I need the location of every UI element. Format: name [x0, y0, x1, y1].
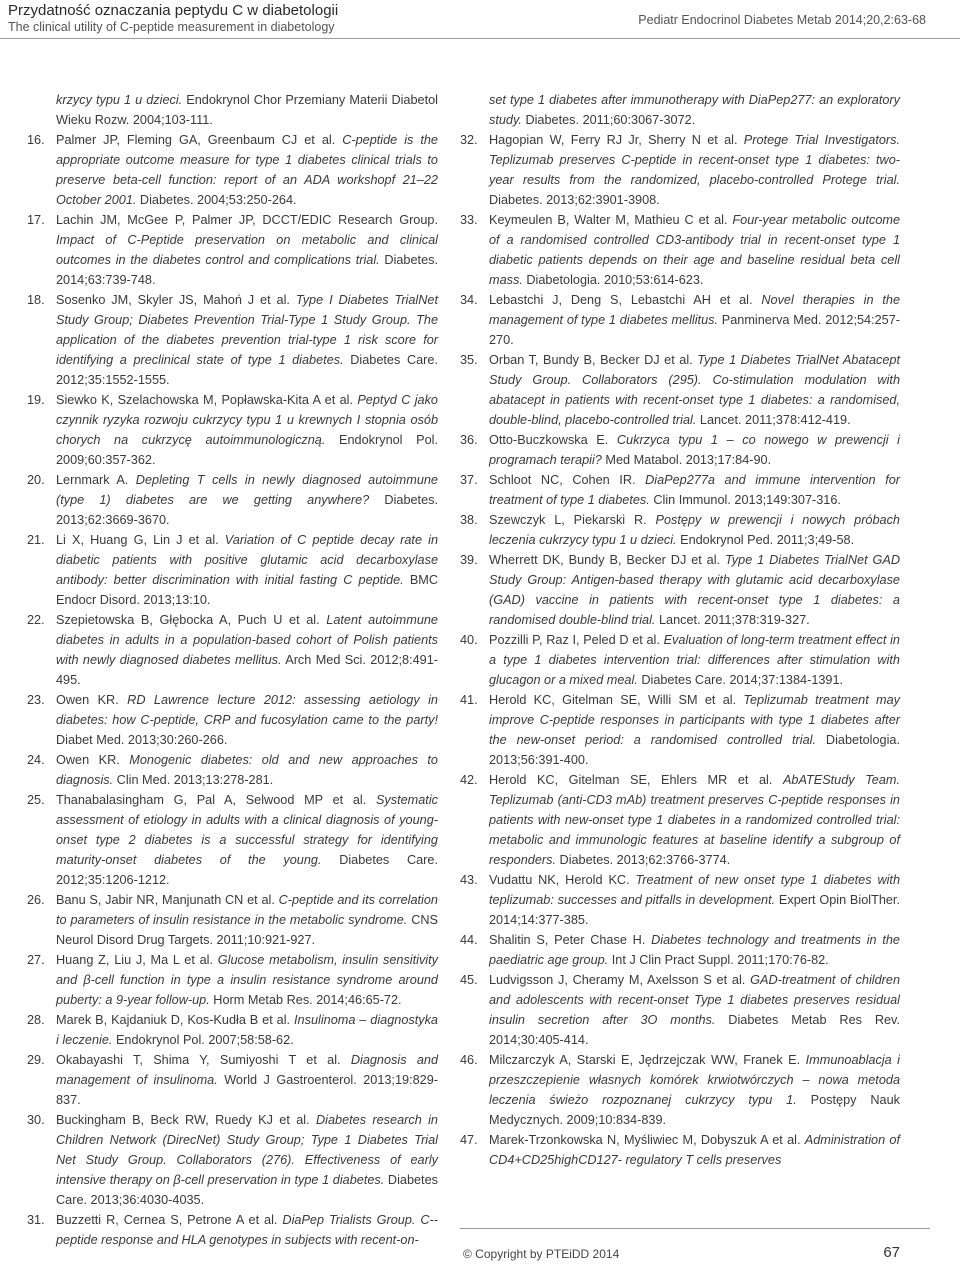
header-subtitle: The clinical utility of C-peptide measurement in diabetology [8, 20, 335, 34]
reference-number: 27. [27, 953, 45, 967]
reference-source: Lancet. 2011;378:319-327. [655, 613, 810, 627]
copyright-notice: © Copyright by PTEiDD 2014 [463, 1247, 620, 1261]
reference-authors: Milczarczyk A, Starski E, Jędrzejczak WW, Franek E. [489, 1053, 806, 1067]
reference-source: Diabetes Care. 2014;37:1384-1391. [637, 673, 844, 687]
reference-number: 36. [460, 433, 478, 447]
reference-source: Diabetes. 2004;53:250-264. [136, 193, 297, 207]
reference-authors: Szepietowska B, Głębocka A, Puch U et al. [56, 613, 327, 627]
reference-source: BMC Endocr Disord. 2013;13:10. [56, 573, 439, 607]
reference-title: Insulinoma – diagnostyka i leczenie. [56, 1013, 438, 1047]
reference-source: Endokrynol Pol. 2007;58:58-62. [112, 1033, 294, 1047]
reference-authors: Herold KC, Gitelman SE, Ehlers MR et al. [489, 773, 783, 787]
reference-number: 31. [27, 1213, 45, 1227]
reference-title: Immunoablacja i przeszczepienie własnych komórek krwiotwórczych – nowa metoda leczenia świeżo rozpoznanej cukrzycy typu 1. [489, 1053, 900, 1107]
reference-item [27, 130, 438, 210]
reference-number: 40. [460, 633, 478, 647]
reference-number: 44. [460, 933, 478, 947]
reference-item [460, 690, 900, 770]
reference-column-left [27, 90, 438, 1250]
reference-title: set type 1 diabetes after immunotherapy with DiaPep277: an exploratory study. [489, 93, 900, 127]
reference-item [27, 90, 438, 130]
reference-title: Monogenic diabetes: old and new approaches to diagnosis. [56, 753, 438, 787]
reference-authors: Banu S, Jabir NR, Manjunath CN et al. [56, 893, 279, 907]
reference-title: Type 1 Diabetes TrialNet Abatacept Study Group. Collaborators (295). Co-stimulation modulation with abatacept in patients with recent-onset type 1 diabetes: a randomised, double-blind, placebo-controlled trial. [489, 353, 900, 427]
reference-item [460, 290, 900, 350]
reference-authors: Hagopian W, Ferry RJ Jr, Sherry N et al. [489, 133, 744, 147]
reference-title: Peptyd C jako czynnik ryzyka rozwoju cukrzycy typu 1 u krewnych I stopnia osób chorych na cukrzycę autoimmunologiczną. [56, 393, 438, 447]
reference-item [460, 930, 900, 970]
reference-source: Diabetes Metab Res Rev. 2014;30:405-414. [489, 1013, 900, 1047]
reference-authors: Li X, Huang G, Lin J et al. [56, 533, 225, 547]
reference-authors: Huang Z, Liu J, Ma L et al. [56, 953, 218, 967]
reference-authors: Otto-Buczkowska E. [489, 433, 617, 447]
reference-source: Diabet Med. 2013;30:260-266. [56, 733, 228, 747]
reference-source: Diabetes. 2013;62:3669-3670. [56, 493, 439, 527]
reference-authors: Palmer JP, Fleming GA, Greenbaum CJ et al. [56, 133, 343, 147]
reference-number: 22. [27, 613, 45, 627]
reference-title: Type I Diabetes TrialNet Study Group; Diabetes Prevention Trial-Type 1 Study Group. The application of the diabetes prevention trial-type 1 risk score for identifying a preclinical state of type 1 diabetes. [56, 293, 438, 367]
reference-number: 23. [27, 693, 45, 707]
reference-item [27, 210, 438, 290]
reference-source: Diabetes Care. 2013;36:4030-4035. [56, 1173, 438, 1207]
reference-number: 19. [27, 393, 45, 407]
reference-authors: Owen KR. [56, 693, 128, 707]
page-number: 67 [883, 1244, 900, 1261]
reference-title: Systematic assessment of etiology in adults with a clinical diagnosis of young-onset type 2 diabetes is a successful strategy for identifying maturity-onset diabetes of the young. [56, 793, 438, 867]
reference-number: 34. [460, 293, 478, 307]
reference-item [460, 210, 900, 290]
reference-item [27, 890, 438, 950]
reference-number: 24. [27, 753, 45, 767]
reference-title: RD Lawrence lecture 2012: assessing aetiology in diabetes: how C-peptide, CRP and fucosylation came to the party! [56, 693, 438, 727]
reference-authors: Okabayashi T, Shima Y, Sumiyoshi T et al. [56, 1053, 351, 1067]
footer-divider [460, 1228, 930, 1229]
reference-authors: Thanabalasingham G, Pal A, Selwood MP et al. [56, 793, 376, 807]
reference-title: Teplizumab treatment may improve C-peptide responses in participants with type 1 diabetes after the new-onset period: a randomised controlled trial. [489, 693, 900, 747]
reference-number: 45. [460, 973, 478, 987]
reference-source: CNS Neurol Disord Drug Targets. 2011;10:921-927. [56, 913, 438, 947]
reference-source: Clin Immunol. 2013;149:307-316. [649, 493, 841, 507]
reference-source: Arch Med Sci. 2012;8:491-495. [56, 653, 439, 687]
reference-authors: Sosenko JM, Skyler JS, Mahoń J et al. [56, 293, 296, 307]
reference-source: World J Gastroenterol. 2013;19:829-837. [56, 1073, 438, 1107]
reference-number: 35. [460, 353, 478, 367]
reference-authors: Lernmark A. [56, 473, 136, 487]
reference-title: AbATEStudy Team. Teplizumab (anti-CD3 mAb) treatment preserves C-peptide responses in patients with new-onset type 1 diabetes in a randomized controlled trial: metabolic and immunologic features at baseline identify a subgroup of responders. [489, 773, 900, 867]
reference-number: 28. [27, 1013, 45, 1027]
reference-number: 21. [27, 533, 45, 547]
journal-citation: Pediatr Endocrinol Diabetes Metab 2014;20,2:63-68 [638, 13, 926, 27]
reference-source: Endokrynol Pol. 2009;60:357-362. [56, 433, 438, 467]
reference-item [460, 770, 900, 870]
reference-authors: Buckingham B, Beck RW, Ruedy KJ et al. [56, 1113, 316, 1127]
reference-number: 39. [460, 553, 478, 567]
reference-item [27, 790, 438, 890]
reference-number: 18. [27, 293, 45, 307]
reference-title: Latent autoimmune diabetes in adults in a population-based cohort of Polish patients with newly diagnosed diabetes mellitus. [56, 613, 438, 667]
reference-number: 32. [460, 133, 478, 147]
running-header [8, 2, 338, 35]
reference-item [27, 470, 438, 530]
reference-item [27, 950, 438, 1010]
reference-title: Four-year metabolic outcome of a randomised controlled CD3-antibody trial in recent-onset type 1 diabetic patients depends on their age and baseline residual beta cell mass. [489, 213, 900, 287]
reference-number: 38. [460, 513, 478, 527]
reference-item [460, 970, 900, 1050]
reference-source: Diabetes Care. 2012;35:1206-1212. [56, 853, 438, 887]
reference-source: Diabetes. 2014;63:739-748. [56, 253, 438, 287]
reference-title: DiaPep Trialists Group. C--peptide response and HLA genotypes in subjects with recent-on- [56, 1213, 438, 1247]
reference-authors: Buzzetti R, Cernea S, Petrone A et al. [56, 1213, 283, 1227]
reference-item [27, 1210, 438, 1250]
reference-number: 16. [27, 133, 45, 147]
reference-item [460, 550, 900, 630]
reference-number: 26. [27, 893, 45, 907]
reference-number: 43. [460, 873, 478, 887]
reference-title: Protege Trial Investigators. Teplizumab preserves C-peptide in recent-onset type 1 diabetes: two-year results from the randomized, placebo-controlled Protege trial. [489, 133, 901, 187]
reference-item [460, 470, 900, 510]
reference-source: Endokrynol Ped. 2011;3;49-58. [676, 533, 855, 547]
reference-title: krzycy typu 1 u dzieci. [56, 93, 183, 107]
reference-authors: Orban T, Bundy B, Becker DJ et al. [489, 353, 698, 367]
reference-title: Evaluation of long-term treatment effect in a type 1 diabetes intervention trial: differences after stimulation with glucagon or a mixed meal. [489, 633, 900, 687]
reference-number: 25. [27, 793, 45, 807]
reference-title: GAD-treatment of children and adolescents with recent-onset Type 1 diabetes preserves residual insulin secretion after 3O months. [489, 973, 900, 1027]
reference-source: Diabetes Care. 2012;35:1552-1555. [56, 353, 438, 387]
reference-authors: Pozzilli P, Raz I, Peled D et al. [489, 633, 664, 647]
reference-authors: Lachin JM, McGee P, Palmer JP, DCCT/EDIC Research Group. [56, 213, 438, 227]
reference-number: 37. [460, 473, 478, 487]
reference-title: Novel therapies in the management of type 1 diabetes mellitus. [489, 293, 901, 327]
reference-authors: Keymeulen B, Walter M, Mathieu C et al. [489, 213, 733, 227]
reference-title: Administration of CD4+CD25highCD127- regulatory T cells preserves [489, 1133, 900, 1167]
reference-item [27, 1010, 438, 1050]
reference-item [460, 130, 900, 210]
reference-item [27, 290, 438, 390]
header-divider [0, 38, 960, 39]
reference-item [460, 1050, 900, 1130]
reference-title: Glucose metabolism, insulin sensitivity and β-cell function in type a insulin resistance syndrome around puberty: a 9-year follow-up. [56, 953, 438, 1007]
reference-title: C-peptide is the appropriate outcome measure for type 1 diabetes clinical trials to preserve beta-cell function: report of an ADA workshopf 21–22 October 2001. [56, 133, 438, 207]
reference-title: Diagnosis and management of insulinoma. [56, 1053, 439, 1087]
reference-source: Endokrynol Chor Przemiany Materii Diabetol Wieku Rozw. 2004;103-111. [56, 93, 438, 127]
reference-column-right [460, 90, 900, 1170]
reference-item [460, 510, 900, 550]
reference-item [27, 530, 438, 610]
reference-authors: Siewko K, Szelachowska M, Popławska-Kita A et al. [56, 393, 358, 407]
reference-title: Postępy w prewencji i nowych próbach leczenia cukrzycy typu 1 u dzieci. [489, 513, 900, 547]
reference-number: 29. [27, 1053, 45, 1067]
reference-authors: Shalitin S, Peter Chase H. [489, 933, 652, 947]
reference-title: Impact of C-Peptide preservation on metabolic and clinical outcomes in the diabetes control and complications trial. [56, 233, 438, 267]
reference-authors: Schloot NC, Cohen IR. [489, 473, 646, 487]
reference-authors: Ludvigsson J, Cheramy M, Axelsson S et al. [489, 973, 751, 987]
reference-item [460, 870, 900, 930]
reference-number: 33. [460, 213, 478, 227]
reference-item [27, 1050, 438, 1110]
reference-number: 30. [27, 1113, 45, 1127]
reference-source: Lancet. 2011;378:412-419. [696, 413, 851, 427]
reference-item [27, 1110, 438, 1210]
reference-authors: Szewczyk L, Piekarski R. [489, 513, 656, 527]
reference-title: DiaPep277a and immune intervention for treatment of type 1 diabetes. [489, 473, 900, 507]
reference-source: Med Matabol. 2013;17:84-90. [601, 453, 772, 467]
reference-item [460, 630, 900, 690]
reference-authors: Marek B, Kajdaniuk D, Kos-Kudła B et al. [56, 1013, 295, 1027]
header-title: Przydatność oznaczania peptydu C w diabetologii [8, 2, 339, 19]
reference-source: Horm Metab Res. 2014;46:65-72. [209, 993, 402, 1007]
reference-item [27, 610, 438, 690]
reference-title: Type 1 Diabetes TrialNet GAD Study Group: Antigen-based therapy with glutamic acid decarboxylase (GAD) vaccine in patients with recent-onset type 1 diabetes: a randomised double-blind trial. [489, 553, 900, 627]
reference-title: Variation of C peptide decay rate in diabetic patients with positive glutamic acid decarboxylase antibody: better discrimination with initial fasting C peptide. [56, 533, 438, 587]
reference-title: Depleting T cells in newly diagnosed autoimmune (type 1) diabetes are we getting anywhere? [56, 473, 438, 507]
reference-source: Postępy Nauk Medycznych. 2009;10:834-839. [489, 1093, 900, 1127]
reference-item [27, 690, 438, 750]
reference-title: Diabetes research in Children Network (DirecNet) Study Group; Type 1 Diabetes Trial Net Study Group. Collaborators (276). Effectiveness of early intensive therapy on β-cell preservation in type 1 diabetes. [56, 1113, 438, 1187]
reference-authors: Lebastchi J, Deng S, Lebastchi AH et al. [489, 293, 762, 307]
reference-item [27, 390, 438, 470]
reference-item [460, 350, 900, 430]
reference-authors: Owen KR. [56, 753, 130, 767]
reference-source: Diabetologia. 2013;56:391-400. [489, 733, 900, 767]
reference-source: Diabetologia. 2010;53:614-623. [522, 273, 704, 287]
reference-item [27, 750, 438, 790]
reference-item [460, 90, 900, 130]
reference-source: Panminerva Med. 2012;54:257-270. [489, 313, 900, 347]
reference-number: 41. [460, 693, 478, 707]
reference-number: 20. [27, 473, 45, 487]
reference-source: Int J Clin Pract Suppl. 2011;170:76-82. [608, 953, 829, 967]
reference-number: 42. [460, 773, 478, 787]
reference-number: 46. [460, 1053, 478, 1067]
reference-title: Treatment of new onset type 1 diabetes with teplizumab: successes and pitfalls in development. [489, 873, 901, 907]
reference-title: Diabetes technology and treatments in the paediatric age group. [489, 933, 900, 967]
reference-title: Cukrzyca typu 1 – co nowego w prewencji i programach terapii? [489, 433, 901, 467]
reference-source: Clin Med. 2013;13:278-281. [113, 773, 274, 787]
reference-item [460, 430, 900, 470]
reference-authors: Vudattu NK, Herold KC. [489, 873, 636, 887]
reference-number: 47. [460, 1133, 478, 1147]
reference-item [460, 1130, 900, 1170]
reference-authors: Wherrett DK, Bundy B, Becker DJ et al. [489, 553, 725, 567]
reference-number: 17. [27, 213, 45, 227]
reference-authors: Marek-Trzonkowska N, Myśliwiec M, Dobyszuk A et al. [489, 1133, 805, 1147]
reference-source: Diabetes. 2013;62:3766-3774. [556, 853, 731, 867]
reference-source: Diabetes. 2013;62:3901-3908. [489, 193, 660, 207]
reference-source: Diabetes. 2011;60:3067-3072. [521, 113, 696, 127]
reference-title: C-peptide and its correlation to parameters of insulin resistance in the metabolic syndrome. [56, 893, 438, 927]
reference-authors: Herold KC, Gitelman SE, Willi SM et al. [489, 693, 744, 707]
reference-source: Expert Opin BiolTher. 2014;14:377-385. [489, 893, 900, 927]
